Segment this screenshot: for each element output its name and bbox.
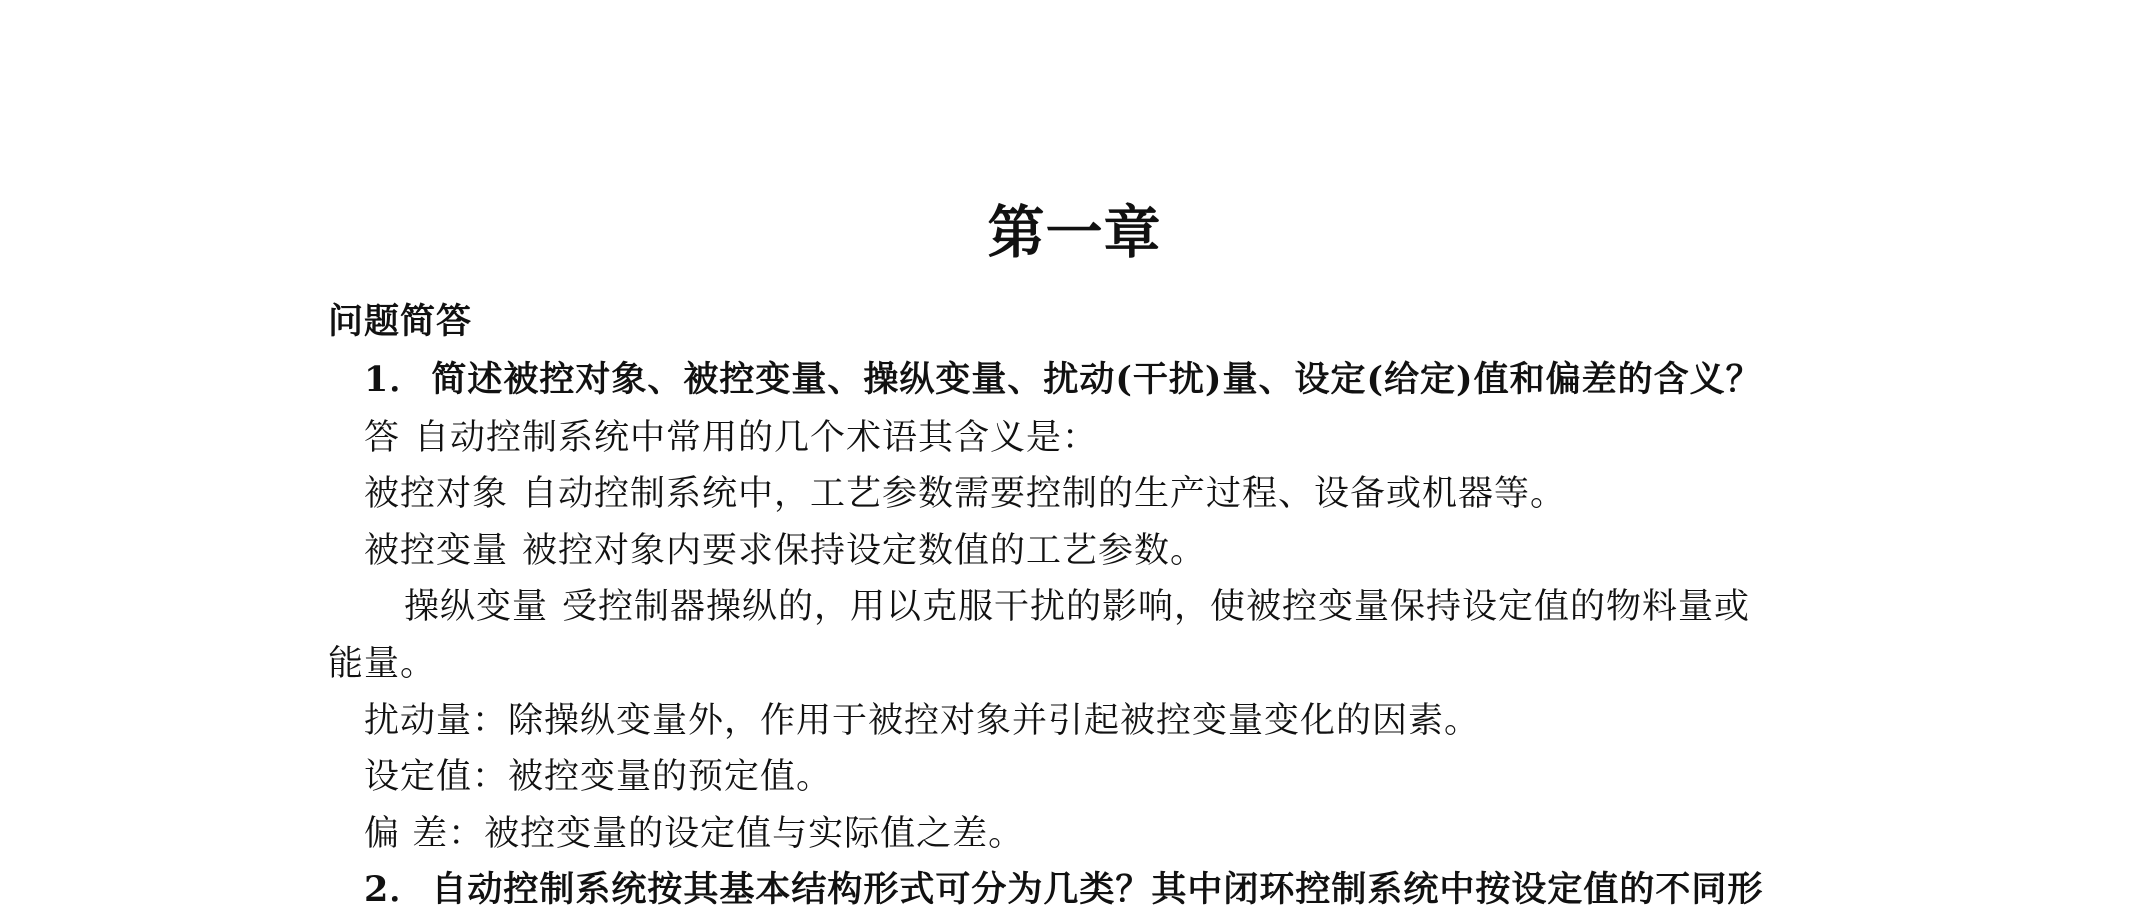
answer-intro-term: 答 <box>364 418 401 458</box>
section-heading: 问题简答 <box>328 301 473 342</box>
question-1-number: 1． <box>364 359 426 400</box>
answer-item-term: 被控变量 <box>364 531 509 571</box>
answer-intro <box>364 414 1098 462</box>
chapter-title: 第一章 <box>987 199 1162 266</box>
question-2-text: 自动控制系统按其基本结构形式可分为几类？其中闭环控制系统中按设定值的不同形 <box>431 869 1764 910</box>
question-2 <box>364 866 1763 914</box>
answer-item-disturbance: 扰动量：除操纵变量外，作用于被控对象并引起被控变量变化的因素。 <box>364 701 1481 741</box>
answer-item-manipulated-variable <box>404 583 1750 631</box>
answer-item-controlled-object <box>364 470 1566 518</box>
answer-item-term: 被控对象 <box>364 474 509 514</box>
answer-item-deviation: 偏 差：被控变量的设定值与实际值之差。 <box>364 814 1025 854</box>
question-1-text: 简述被控对象、被控变量、操纵变量、扰动(干扰)量、设定(给定)值和偏差的含义？ <box>431 359 1762 400</box>
answer-item-controlled-variable <box>364 527 1206 575</box>
answer-item-text: 自动控制系统中，工艺参数需要控制的生产过程、设备或机器等。 <box>522 474 1567 514</box>
answer-item-continuation: 能量。 <box>328 644 437 684</box>
question-1 <box>364 356 1762 404</box>
answer-item-term: 操纵变量 <box>404 587 549 627</box>
answer-intro-text: 自动控制系统中常用的几个术语其含义是： <box>414 418 1099 458</box>
answer-item-text: 被控对象内要求保持设定数值的工艺参数。 <box>522 531 1207 571</box>
question-2-number: 2． <box>364 869 426 910</box>
answer-item-text: 受控制器操纵的，用以克服干扰的影响，使被控变量保持设定值的物料量或 <box>562 587 1751 627</box>
answer-item-setpoint: 设定值：被控变量的预定值。 <box>364 757 833 797</box>
